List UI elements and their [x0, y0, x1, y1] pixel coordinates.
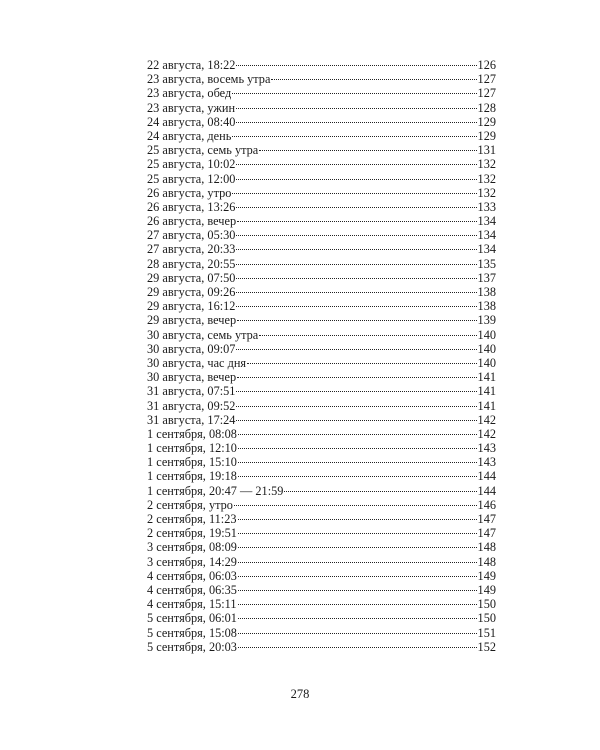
toc-entry-title: 5 сентября, 15:08	[147, 625, 237, 640]
toc-entry-page: 138	[477, 285, 496, 299]
toc-entry-page: 144	[477, 483, 496, 498]
toc-entry	[147, 427, 496, 441]
toc-entry	[147, 441, 496, 455]
toc-entry-page: 141	[477, 398, 496, 413]
toc-entry	[147, 242, 496, 256]
toc-entry-title: 23 августа, ужин	[147, 100, 236, 115]
toc-entry	[147, 540, 496, 554]
dot-leader	[236, 420, 476, 421]
toc-entry-title: 24 августа, 08:40	[147, 114, 236, 129]
toc-entry-page: 151	[477, 625, 496, 640]
toc-entry-title: 1 сентября, 19:18	[147, 469, 237, 484]
toc-entry-page: 149	[477, 568, 496, 583]
toc-entry-page: 129	[477, 114, 496, 129]
dot-leader	[238, 448, 477, 449]
toc-entry	[147, 413, 496, 427]
toc-entry-title: 28 августа, 20:55	[147, 256, 236, 271]
toc-entry-title: 1 сентября, 08:08	[147, 426, 237, 441]
dot-leader	[247, 363, 476, 364]
toc-entry	[147, 143, 496, 157]
toc-entry	[147, 384, 496, 398]
toc-entry	[147, 285, 496, 299]
toc-entry	[147, 569, 496, 583]
toc-entry-title: 27 августа, 05:30	[147, 228, 236, 243]
toc-entry-title: 25 августа, 12:00	[147, 171, 236, 186]
toc-entry-page: 133	[477, 199, 496, 214]
toc-entry	[147, 101, 496, 115]
toc-entry	[147, 512, 496, 526]
toc-entry-title: 30 августа, час дня	[147, 355, 247, 370]
dot-leader	[284, 491, 476, 492]
toc-entry	[147, 328, 496, 342]
toc-entry-title: 29 августа, вечер	[147, 313, 237, 328]
dot-leader	[232, 136, 476, 137]
dot-leader	[259, 335, 476, 336]
toc-entry-title: 23 августа, обед	[147, 86, 232, 101]
table-of-contents	[147, 58, 496, 654]
toc-entry	[147, 157, 496, 171]
toc-entry	[147, 72, 496, 86]
dot-leader	[238, 618, 477, 619]
dot-leader	[238, 604, 477, 605]
toc-entry	[147, 597, 496, 611]
toc-entry	[147, 455, 496, 469]
dot-leader	[238, 519, 477, 520]
toc-entry-title: 24 августа, день	[147, 128, 232, 143]
toc-entry	[147, 356, 496, 370]
dot-leader	[236, 278, 476, 279]
toc-entry-title: 25 августа, 10:02	[147, 157, 236, 172]
toc-entry	[147, 342, 496, 356]
toc-entry-page: 138	[477, 299, 496, 314]
toc-entry-page: 126	[477, 58, 496, 72]
toc-entry	[147, 313, 496, 327]
toc-entry-page: 141	[477, 384, 496, 399]
toc-entry-page: 142	[477, 426, 496, 441]
toc-entry-page: 132	[477, 185, 496, 200]
toc-entry	[147, 611, 496, 625]
toc-entry-title: 2 сентября, 19:51	[147, 526, 237, 541]
toc-entry	[147, 626, 496, 640]
toc-entry-page: 147	[477, 526, 496, 541]
toc-entry-title: 26 августа, вечер	[147, 214, 237, 229]
toc-entry	[147, 86, 496, 100]
toc-entry-title: 3 сентября, 14:29	[147, 554, 237, 569]
toc-entry	[147, 214, 496, 228]
toc-entry-title: 1 сентября, 20:47 — 21:59	[147, 483, 284, 498]
dot-leader	[236, 164, 476, 165]
dot-leader	[238, 462, 477, 463]
toc-entry-title: 1 сентября, 12:10	[147, 441, 237, 456]
toc-entry-title: 31 августа, 17:24	[147, 412, 236, 427]
toc-entry	[147, 555, 496, 569]
dot-leader	[237, 377, 476, 378]
dot-leader	[271, 79, 476, 80]
toc-entry-page: 148	[477, 540, 496, 555]
dot-leader	[236, 235, 476, 236]
toc-entry-page: 128	[477, 100, 496, 115]
toc-entry-title: 31 августа, 09:52	[147, 398, 236, 413]
toc-entry-page: 146	[477, 497, 496, 512]
toc-entry-page: 140	[477, 355, 496, 370]
toc-entry	[147, 640, 496, 654]
dot-leader	[236, 391, 476, 392]
toc-entry-page: 143	[477, 455, 496, 470]
toc-entry-title: 31 августа, 07:51	[147, 384, 236, 399]
dot-leader	[232, 93, 476, 94]
dot-leader	[237, 320, 476, 321]
toc-entry-page: 150	[477, 597, 496, 612]
toc-entry-page: 127	[477, 72, 496, 87]
toc-entry-title: 30 августа, семь утра	[147, 327, 259, 342]
dot-leader	[236, 292, 476, 293]
toc-entry-title: 3 сентября, 08:09	[147, 540, 237, 555]
toc-entry	[147, 115, 496, 129]
dot-leader	[236, 249, 476, 250]
dot-leader	[236, 65, 476, 66]
dot-leader	[238, 533, 477, 534]
toc-entry-title: 30 августа, 09:07	[147, 341, 236, 356]
toc-entry-page: 134	[477, 214, 496, 229]
toc-list	[147, 58, 496, 654]
dot-leader	[232, 193, 476, 194]
toc-entry-page: 143	[477, 441, 496, 456]
dot-leader	[236, 306, 476, 307]
dot-leader	[238, 590, 477, 591]
toc-entry-title: 5 сентября, 20:03	[147, 639, 237, 654]
toc-entry	[147, 172, 496, 186]
toc-entry-title: 30 августа, вечер	[147, 370, 237, 385]
toc-entry-title: 4 сентября, 06:03	[147, 568, 237, 583]
toc-entry-title: 5 сентября, 06:01	[147, 611, 237, 626]
toc-entry-page: 140	[477, 327, 496, 342]
toc-entry	[147, 200, 496, 214]
toc-entry-page: 132	[477, 157, 496, 172]
dot-leader	[238, 633, 477, 634]
toc-entry-title: 4 сентября, 06:35	[147, 582, 237, 597]
dot-leader	[236, 108, 476, 109]
toc-entry-title: 4 сентября, 15:11	[147, 597, 237, 612]
toc-entry	[147, 271, 496, 285]
toc-entry-page: 135	[477, 256, 496, 271]
toc-entry	[147, 299, 496, 313]
toc-entry-page: 139	[477, 313, 496, 328]
dot-leader	[238, 647, 477, 648]
toc-entry-page: 144	[477, 469, 496, 484]
toc-entry	[147, 469, 496, 483]
toc-entry-page: 137	[477, 270, 496, 285]
toc-entry	[147, 370, 496, 384]
dot-leader	[236, 406, 476, 407]
toc-entry-title: 23 августа, восемь утра	[147, 72, 271, 87]
dot-leader	[259, 150, 476, 151]
toc-entry-page: 132	[477, 171, 496, 186]
toc-entry-page: 147	[477, 512, 496, 526]
toc-entry-title: 27 августа, 20:33	[147, 242, 236, 257]
dot-leader	[237, 221, 476, 222]
toc-entry-page: 134	[477, 228, 496, 243]
toc-entry-title: 2 сентября, 11:23	[147, 512, 237, 526]
toc-entry-page: 149	[477, 582, 496, 597]
toc-entry	[147, 583, 496, 597]
toc-entry-page: 127	[477, 86, 496, 101]
toc-entry-title: 26 августа, 13:26	[147, 199, 236, 214]
dot-leader	[238, 476, 477, 477]
toc-entry-title: 29 августа, 09:26	[147, 285, 236, 299]
toc-entry-page: 142	[477, 412, 496, 427]
toc-entry-page: 152	[477, 639, 496, 654]
toc-entry-page: 140	[477, 341, 496, 356]
page-number: 278	[290, 687, 310, 701]
dot-leader	[234, 505, 477, 506]
toc-entry-title: 29 августа, 16:12	[147, 299, 236, 314]
dot-leader	[236, 207, 476, 208]
toc-entry	[147, 58, 496, 72]
toc-entry-title: 25 августа, семь утра	[147, 143, 259, 158]
dot-leader	[238, 562, 477, 563]
toc-entry	[147, 498, 496, 512]
toc-entry-page: 134	[477, 242, 496, 257]
toc-entry	[147, 484, 496, 498]
toc-entry	[147, 526, 496, 540]
dot-leader	[238, 434, 477, 435]
dot-leader	[238, 547, 477, 548]
toc-entry	[147, 228, 496, 242]
toc-entry-page: 148	[477, 554, 496, 569]
toc-entry-page: 141	[477, 370, 496, 385]
toc-entry-title: 2 сентября, утро	[147, 497, 233, 512]
toc-entry-title: 29 августа, 07:50	[147, 270, 236, 285]
toc-entry	[147, 129, 496, 143]
toc-entry-page: 150	[477, 611, 496, 626]
toc-entry	[147, 186, 496, 200]
toc-entry-page: 129	[477, 128, 496, 143]
toc-entry-title: 1 сентября, 15:10	[147, 455, 237, 470]
toc-entry-title: 26 августа, утро	[147, 185, 232, 200]
toc-entry-page: 131	[477, 143, 496, 158]
dot-leader	[236, 349, 476, 350]
toc-entry-title: 22 августа, 18:22	[147, 58, 236, 72]
dot-leader	[236, 179, 476, 180]
dot-leader	[238, 576, 477, 577]
toc-entry	[147, 399, 496, 413]
toc-entry	[147, 257, 496, 271]
dot-leader	[236, 122, 476, 123]
dot-leader	[236, 264, 476, 265]
